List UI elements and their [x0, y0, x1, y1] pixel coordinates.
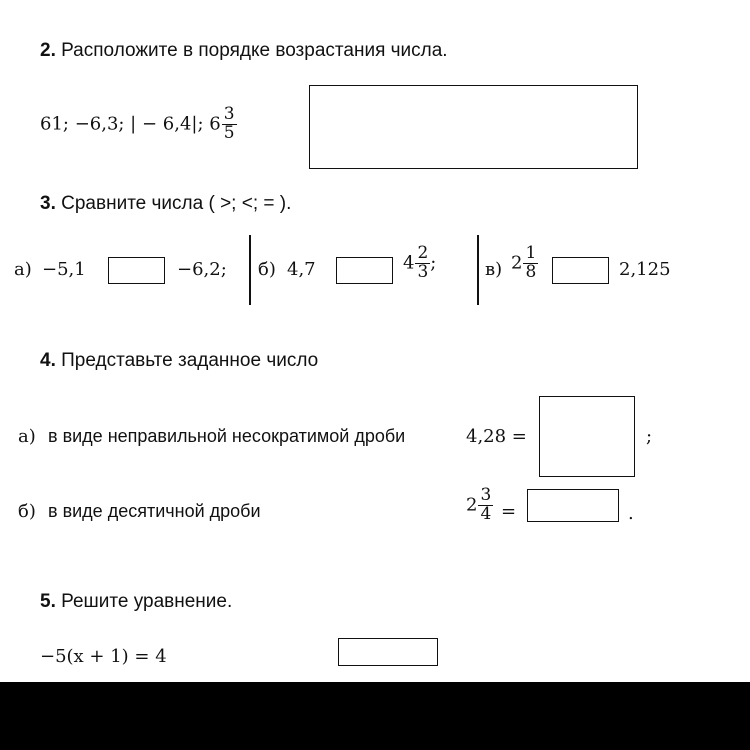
- task-4b-frac-den: 4: [480, 503, 492, 524]
- task-3c-left-fraction: [523, 245, 538, 282]
- task-5-title: [40, 591, 232, 613]
- task-4b-answer-box[interactable]: [527, 489, 619, 522]
- task-3-text: Сравните числа ( >; <; = ).: [61, 193, 292, 214]
- task-2-title: [40, 40, 448, 62]
- task-3-number: 3.: [40, 193, 56, 214]
- task-4-text: Представьте заданное число: [61, 350, 319, 371]
- task-4-number: 4.: [40, 350, 56, 371]
- task-4a-expression: 4,28 =: [466, 426, 527, 447]
- task-3b-right-whole: 4: [403, 252, 415, 274]
- task-3a-label: а): [14, 259, 32, 280]
- task-3c-answer-box[interactable]: [552, 257, 609, 284]
- task-5-equation: −5(x + 1) = 4: [40, 646, 167, 667]
- task-4b-label: б): [18, 501, 36, 522]
- task-2-fraction: [222, 106, 237, 143]
- task-3-title: [40, 193, 291, 215]
- task-3b-left: 4,7: [287, 259, 316, 280]
- task-4-title: [40, 350, 318, 372]
- task-5-answer-box[interactable]: [338, 638, 438, 666]
- task-3a-right: −6,2;: [177, 259, 227, 280]
- task-3-divider-2: [477, 235, 479, 305]
- task-2-number: 2.: [40, 40, 56, 61]
- task-2-frac-num: 3: [223, 104, 235, 124]
- task-4b-equals: =: [501, 501, 517, 522]
- task-4b-whole: 2: [466, 494, 478, 516]
- task-4a-tail: ;: [646, 426, 653, 447]
- task-3a-left: −5,1: [42, 259, 86, 280]
- task-2-frac-den: 5: [223, 122, 235, 143]
- task-2-text: Расположите в порядке возрастания числа.: [61, 40, 448, 61]
- task-2-numbers-list: 61; −6,3; | − 6,4|; 6: [40, 113, 221, 135]
- task-4b-text: в виде десятичной дроби: [48, 501, 261, 521]
- task-4b-frac-num: 3: [480, 485, 492, 505]
- task-4a-answer-box[interactable]: [539, 396, 635, 477]
- task-4b-fraction: [478, 487, 493, 524]
- task-3c-right: 2,125: [619, 259, 671, 280]
- bottom-black-bar: [0, 682, 750, 750]
- task-4b-tail: .: [628, 503, 634, 524]
- task-3b-answer-box[interactable]: [336, 257, 393, 284]
- task-4b-expression: [466, 487, 493, 524]
- task-5-number: 5.: [40, 591, 56, 612]
- task-4a-label: а): [18, 426, 36, 447]
- task-3b-frac-den: 3: [417, 261, 429, 282]
- task-3c-frac-den: 8: [525, 261, 537, 282]
- task-3b-right-tail: ;: [430, 252, 437, 274]
- task-4a-text: в виде неправильной несократимой дроби: [48, 426, 406, 446]
- task-3c-label: в): [485, 259, 503, 280]
- task-3-divider-1: [249, 235, 251, 305]
- task-3c-left-whole: 2: [511, 252, 523, 274]
- task-3a-answer-box[interactable]: [108, 257, 165, 284]
- task-3b-label: б): [258, 259, 276, 280]
- task-2-answer-box[interactable]: [309, 85, 638, 169]
- task-3b-frac-num: 2: [417, 243, 429, 263]
- task-2-numbers: [40, 106, 237, 143]
- task-3c-left: [511, 245, 538, 282]
- task-3b-right: [403, 245, 436, 282]
- task-3c-frac-num: 1: [525, 243, 537, 263]
- task-5-text: Решите уравнение.: [61, 591, 233, 612]
- task-3b-right-fraction: [415, 245, 430, 282]
